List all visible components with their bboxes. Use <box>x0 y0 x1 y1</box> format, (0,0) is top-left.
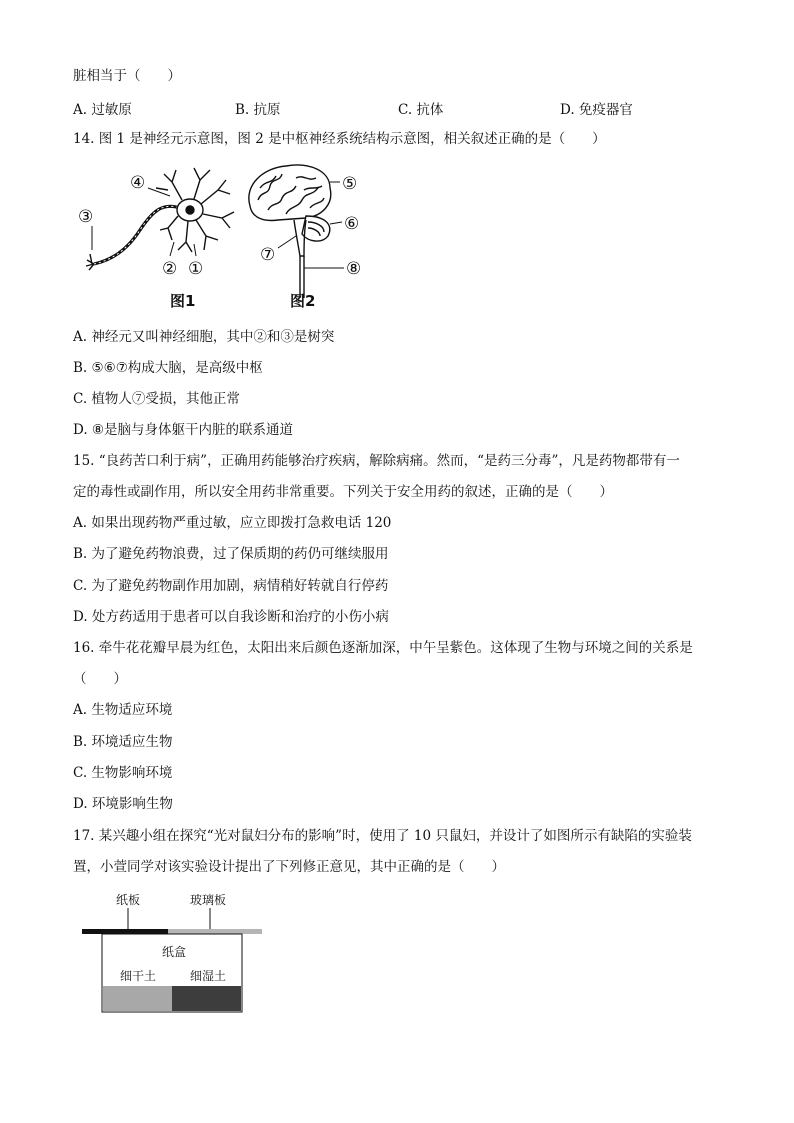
q17-apparatus-figure <box>80 888 264 1016</box>
q14-option-c: C. 植物人⑦受损，其他正常 <box>73 391 240 407</box>
label-box: 纸盒 <box>162 945 187 959</box>
marker-3: ③ <box>78 207 94 227</box>
q13-options <box>73 98 713 118</box>
glass-cover <box>168 929 262 934</box>
marker-8: ⑧ <box>346 259 362 279</box>
label-paperboard: 纸板 <box>116 893 141 907</box>
q14-option-d: D. ⑧是脑与身体躯干内脏的联系通道 <box>73 422 294 438</box>
marker-2: ② <box>162 259 178 279</box>
q13-option-d: D. 免疫器官 <box>560 102 633 118</box>
q16-option-c: C. 生物影响环境 <box>73 765 173 781</box>
marker-1: ① <box>188 259 204 279</box>
fig1-caption: 图1 <box>170 292 196 310</box>
q16-stem-line2: （ ） <box>73 671 127 687</box>
q16-option-a: A. 生物适应环境 <box>73 702 173 718</box>
q16-stem-line1: 16. 牵牛花花瓣早晨为红色，太阳出来后颜色逐渐加深，中午呈紫色。这体现了生物与环境之间的关系是 <box>73 640 693 656</box>
q13-option-b: B. 抗原 <box>235 102 281 118</box>
q17-stem-line1: 17. 某兴趣小组在探究“光对鼠妇分布的影响”时，使用了 10 只鼠妇，并设计了如图所示有缺陷的实验装 <box>73 828 692 844</box>
label-glass: 玻璃板 <box>190 893 227 907</box>
q15-option-c: C. 为了避免药物副作用加剧，病情稍好转就自行停药 <box>73 578 389 594</box>
q14-option-a: A. 神经元又叫神经细胞，其中②和③是树突 <box>73 329 335 345</box>
q13-stem-tail: 脏相当于（ ） <box>73 68 181 84</box>
q15-stem-line2: 定的毒性或副作用，所以安全用药非常重要。下列关于安全用药的叙述，正确的是（ ） <box>73 484 613 500</box>
marker-4: ④ <box>130 173 146 193</box>
brain-diagram <box>249 165 344 298</box>
q15-option-d: D. 处方药适用于患者可以自我诊断和治疗的小伤小病 <box>73 609 389 625</box>
q14-figure <box>72 160 372 320</box>
fig2-caption: 图2 <box>290 292 316 310</box>
marker-7: ⑦ <box>260 245 276 265</box>
q17-stem-line2: 置，小萱同学对该实验设计提出了下列修正意见，其中正确的是（ ） <box>73 859 505 875</box>
neuron-diagram <box>86 168 234 270</box>
dry-soil <box>103 986 172 1011</box>
label-dry-soil: 细干土 <box>120 969 157 983</box>
q15-option-b: B. 为了避免药物浪费，过了保质期的药仍可继续服用 <box>73 546 389 562</box>
marker-5: ⑤ <box>342 174 358 194</box>
q13-option-a: A. 过敏原 <box>73 102 132 118</box>
q13-option-c: C. 抗体 <box>398 102 444 118</box>
q15-option-a: A. 如果出现药物严重过敏，应立即拨打急救电话 120 <box>73 515 392 531</box>
label-wet-soil: 细湿土 <box>190 969 227 983</box>
paperboard-cover <box>82 929 168 934</box>
q15-stem-line1: 15. “良药苦口利于病”，正确用药能够治疗疾病，解除病痛。然而，“是药三分毒”，凡是药物都带有一 <box>73 453 680 469</box>
q14-stem: 14. 图 1 是神经元示意图，图 2 是中枢神经系统结构示意图，相关叙述正确的是（ ） <box>73 131 606 147</box>
q16-option-d: D. 环境影响生物 <box>73 796 173 812</box>
marker-6: ⑥ <box>344 214 360 234</box>
q16-option-b: B. 环境适应生物 <box>73 734 173 750</box>
wet-soil <box>172 986 241 1011</box>
q14-option-b: B. ⑤⑥⑦构成大脑，是高级中枢 <box>73 360 263 376</box>
